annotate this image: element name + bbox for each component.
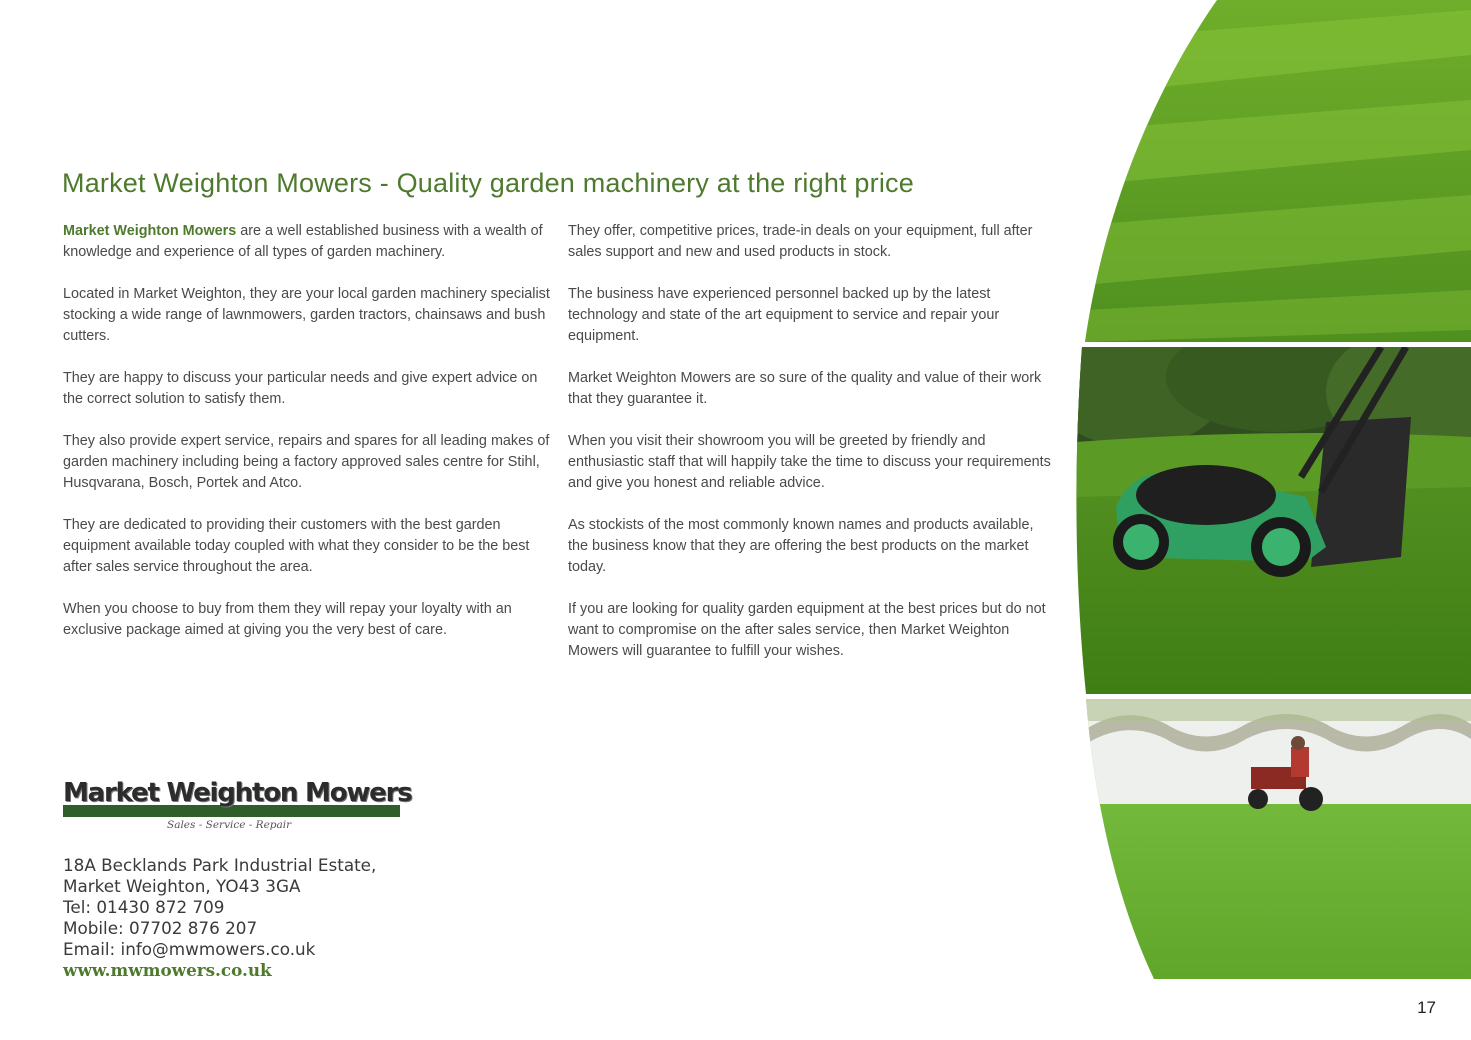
paragraph: They offer, competitive prices, trade-in deals on your equipment, full after sales support and new and used products in stock. [568,223,1033,260]
paragraph: The business have experienced personnel backed up by the latest technology and state of the art equipment to service and repair your equipment. [568,286,1000,344]
paragraph: When you choose to buy from them they will repay your loyalty with an exclusive package aimed at giving you the very best of care. [63,601,512,638]
contact-block [63,855,376,981]
brand-name: Market Weighton Mowers [63,223,237,239]
paragraph: They are happy to discuss your particular needs and give expert advice on the correct solution to satisfy them. [63,370,538,407]
email[interactable]: Email: info@mwmowers.co.uk [63,939,316,959]
logo-name: Market Weighton Mowers [63,778,412,808]
paragraph: They also provide expert service, repairs and spares for all leading makes of garden machinery including being a factory approved sales centre for Stihl, Husqvarana, Bosch, Portek and Atco. [63,433,550,491]
address-line-2: Market Weighton, YO43 3GA [63,876,301,896]
address-line-1: 18A Becklands Park Industrial Estate, [63,855,377,875]
paragraph: Market Weighton Mowers are so sure of the quality and value of their work that they guarantee it. [568,370,1042,407]
paragraph [63,221,551,263]
logo-tagline: Sales - Service - Repair [167,819,292,831]
paragraph: They are dedicated to providing their customers with the best garden equipment available today coupled with what they consider to be the best after sales service throughout the area. [63,517,530,575]
right-column [568,221,1054,683]
page-number: 17 [1417,998,1436,1017]
paragraph: Located in Market Weighton, they are your local garden machinery specialist stocking a wide range of lawnmowers, garden tractors, chainsaws and bush cutters. [63,286,550,344]
website-link[interactable]: www.mwmowers.co.uk [63,960,272,980]
left-column [63,221,551,662]
paragraph-text: are a well established business with a wealth of knowledge and experience of all types of garden machinery. [63,223,543,260]
striped-lawn-photo [1084,0,1471,342]
paragraph: As stockists of the most commonly known names and products available, the business know that they are offering the best products on the market today. [568,517,1034,575]
mobile: Mobile: 07702 876 207 [63,918,258,938]
company-logo [63,776,412,838]
paragraph: When you visit their showroom you will be greeted by friendly and enthusiastic staff that will happily take the time to discuss your requirements and give you honest and reliable advice. [568,433,1051,491]
lawnmower-photo [1076,347,1471,694]
page-title: Market Weighton Mowers - Quality garden machinery at the right price [62,168,914,198]
paragraph: If you are looking for quality garden equipment at the best prices but do not want to compromise on the after sales service, then Market Weighton Mowers will guarantee to fulfill your wishes. [568,601,1046,659]
ride-on-mower-photo [1086,699,1471,979]
telephone: Tel: 01430 872 709 [63,897,225,917]
